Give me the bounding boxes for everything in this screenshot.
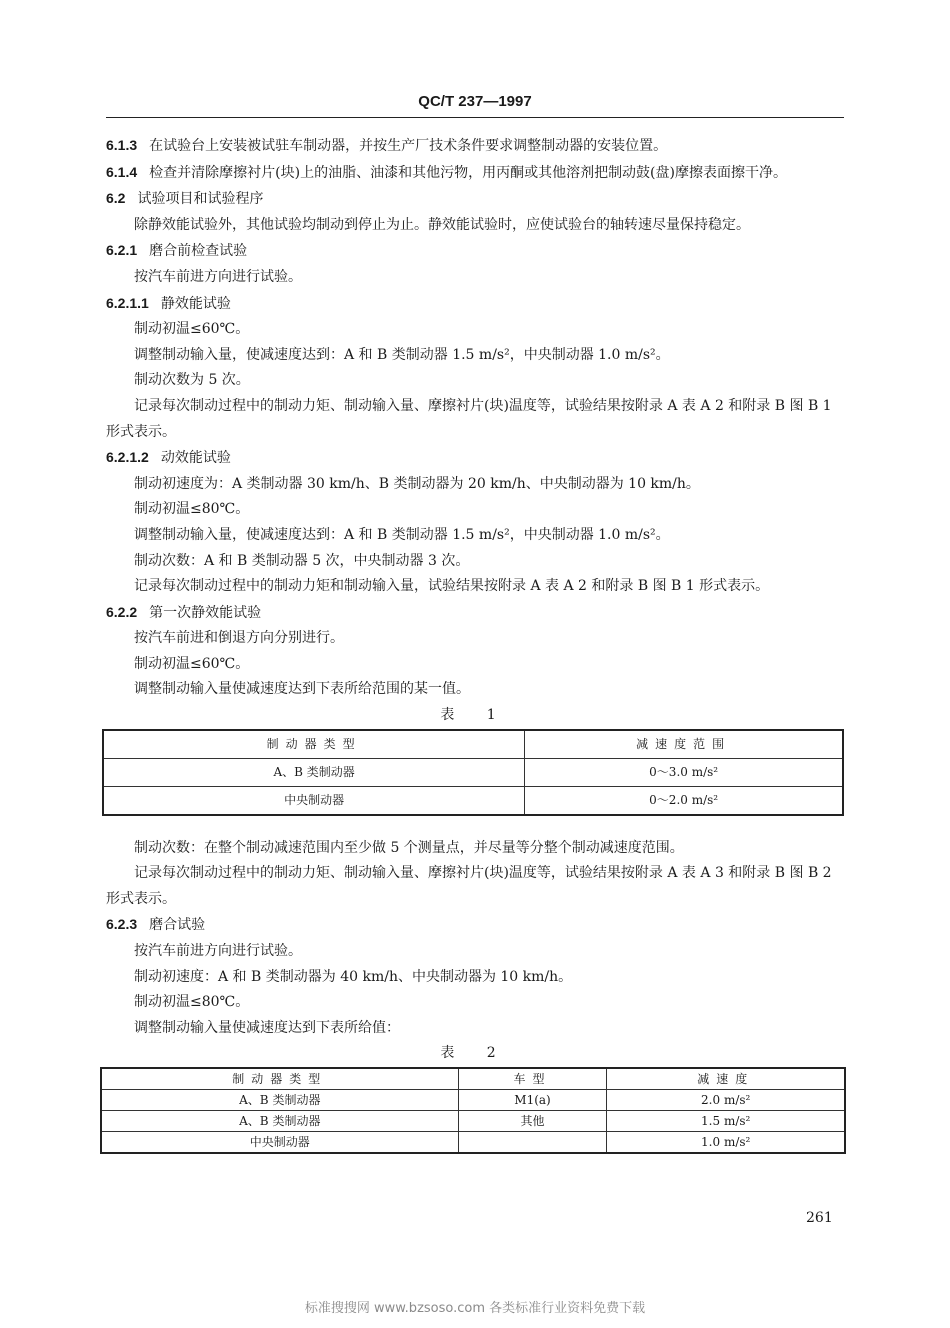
table-cell (458, 1132, 607, 1154)
document-code: QC/T 237—1997 (418, 93, 532, 110)
paragraph: 除静效能试验外，其他试验均制动到停止为止。静效能试验时，应使试验台的轴转速尽量保持稳定。 (134, 216, 750, 233)
paragraph: 调整制动输入量，使减速度达到：A 和 B 类制动器 1.5 m/s²，中央制动器 1.0 m/s²。 (134, 346, 670, 363)
table-cell: 中央制动器 (101, 1132, 458, 1154)
paragraph: 记录每次制动过程中的制动力矩和制动输入量，试验结果按附录 A 表 A 2 和附录 B 图 B 1 形式表示。 (134, 578, 770, 595)
section-6-2-heading (106, 186, 844, 213)
section-title: 静效能试验 (160, 295, 231, 312)
table-header-cell: 制动器类型 (101, 1068, 458, 1090)
section-number: 6.1.4 (106, 163, 138, 180)
paragraph: 按汽车前进方向进行试验。 (134, 943, 302, 960)
section-6-2-1-1-heading (106, 291, 844, 318)
table-header-cell: 车型 (458, 1068, 607, 1090)
paragraph: 调整制动输入量，使减速度达到：A 和 B 类制动器 1.5 m/s²，中央制动器 1.0 m/s²。 (134, 526, 670, 543)
table-cell: A、B 类制动器 (103, 758, 525, 786)
paragraph: 制动初速度：A 和 B 类制动器为 40 km/h、中央制动器为 10 km/h。 (134, 968, 573, 985)
table-header-cell: 减速度范围 (525, 730, 843, 759)
paragraph: 制动初温≤80℃。 (134, 501, 250, 518)
section-number: 6.2.1 (106, 242, 138, 259)
table-cell: 1.5 m/s² (607, 1111, 845, 1132)
paragraph: 制动初温≤60℃。 (134, 321, 250, 338)
paragraph: 制动次数：A 和 B 类制动器 5 次，中央制动器 3 次。 (134, 552, 470, 569)
table-cell: 其他 (458, 1111, 607, 1132)
table-row (101, 1111, 845, 1132)
section-6-2-1-2-heading (106, 445, 844, 472)
paragraph: 按汽车前进方向进行试验。 (134, 268, 302, 285)
table-cell: 1.0 m/s² (607, 1132, 845, 1154)
paragraph: 在试验台上安装被试驻车制动器，并按生产厂技术条件要求调整制动器的安装位置。 (149, 138, 668, 154)
section-number: 6.2.1.2 (106, 449, 149, 466)
paragraph: 制动次数为 5 次。 (134, 372, 250, 389)
page-number: 261 (806, 1210, 833, 1226)
table-header-row (103, 730, 843, 759)
section-title: 动效能试验 (160, 450, 231, 467)
footer-watermark: 标准搜搜网 www.bzsoso.com 各类标准行业资料免费下载 (304, 1301, 646, 1316)
paragraph: 记录每次制动过程中的制动力矩、制动输入量、摩擦衬片(块)温度等，试验结果按附录 A 表 A 2 和附录 B 图 B 1 形式表示。 (106, 397, 832, 440)
table-cell: M1(a) (458, 1090, 607, 1111)
table-header-cell: 制动器类型 (103, 730, 525, 759)
section-number: 6.2.3 (106, 916, 138, 933)
table-1 (102, 729, 844, 816)
section-title: 磨合前检查试验 (149, 243, 248, 260)
table-header-cell: 减速度 (607, 1068, 845, 1090)
table-header-row (101, 1068, 845, 1090)
table-2-caption: 表 2 (440, 1045, 510, 1062)
table-cell: 0～3.0 m/s² (525, 758, 843, 786)
table-1-caption: 表 1 (440, 707, 510, 724)
section-number: 6.2.1.1 (106, 294, 149, 311)
section-title: 试验项目和试验程序 (137, 191, 264, 208)
paragraph: 记录每次制动过程中的制动力矩、制动输入量、摩擦衬片(块)温度等，试验结果按附录 A 表 A 3 和附录 B 图 B 2 形式表示。 (106, 865, 832, 907)
document-body (106, 133, 844, 1154)
section-6-2-1-heading (106, 238, 844, 265)
paragraph: 制动初温≤80℃。 (134, 994, 250, 1011)
section-number: 6.2.2 (106, 603, 138, 620)
paragraph: 调整制动输入量使减速度达到下表所给范围的某一值。 (134, 681, 470, 698)
header-divider (106, 117, 844, 118)
paragraph: 制动次数：在整个制动减速范围内至少做 5 个测量点，并尽量等分整个制动减速度范围。 (134, 839, 684, 856)
section-6-1-3 (106, 133, 844, 160)
table-cell: 中央制动器 (103, 786, 525, 815)
section-number: 6.1.3 (106, 137, 138, 153)
section-title: 磨合试验 (149, 917, 206, 934)
paragraph: 检查并清除摩擦衬片(块)上的油脂、油漆和其他污物，用丙酮或其他溶剂把制动鼓(盘)摩擦表面擦干净。 (149, 164, 787, 181)
paragraph: 调整制动输入量使减速度达到下表所给值： (134, 1019, 400, 1036)
table-cell: 0～2.0 m/s² (525, 786, 843, 815)
table-cell: A、B 类制动器 (101, 1090, 458, 1111)
table-cell: A、B 类制动器 (101, 1111, 458, 1132)
paragraph: 按汽车前进和倒退方向分别进行。 (134, 630, 344, 647)
table-cell: 2.0 m/s² (607, 1090, 845, 1111)
table-row (101, 1132, 845, 1154)
section-6-1-4 (106, 160, 844, 187)
section-number: 6.2 (106, 190, 126, 207)
section-6-2-2-heading (106, 600, 844, 627)
table-row (103, 758, 843, 786)
section-6-2-3-heading (106, 912, 844, 939)
table-row (101, 1090, 845, 1111)
table-2 (100, 1067, 846, 1154)
table-row (103, 786, 843, 815)
paragraph: 制动初温≤60℃。 (134, 655, 250, 672)
paragraph: 制动初速度为：A 类制动器 30 km/h、B 类制动器为 20 km/h、中央制动器为 10 km/h。 (134, 475, 700, 492)
section-title: 第一次静效能试验 (149, 604, 262, 621)
